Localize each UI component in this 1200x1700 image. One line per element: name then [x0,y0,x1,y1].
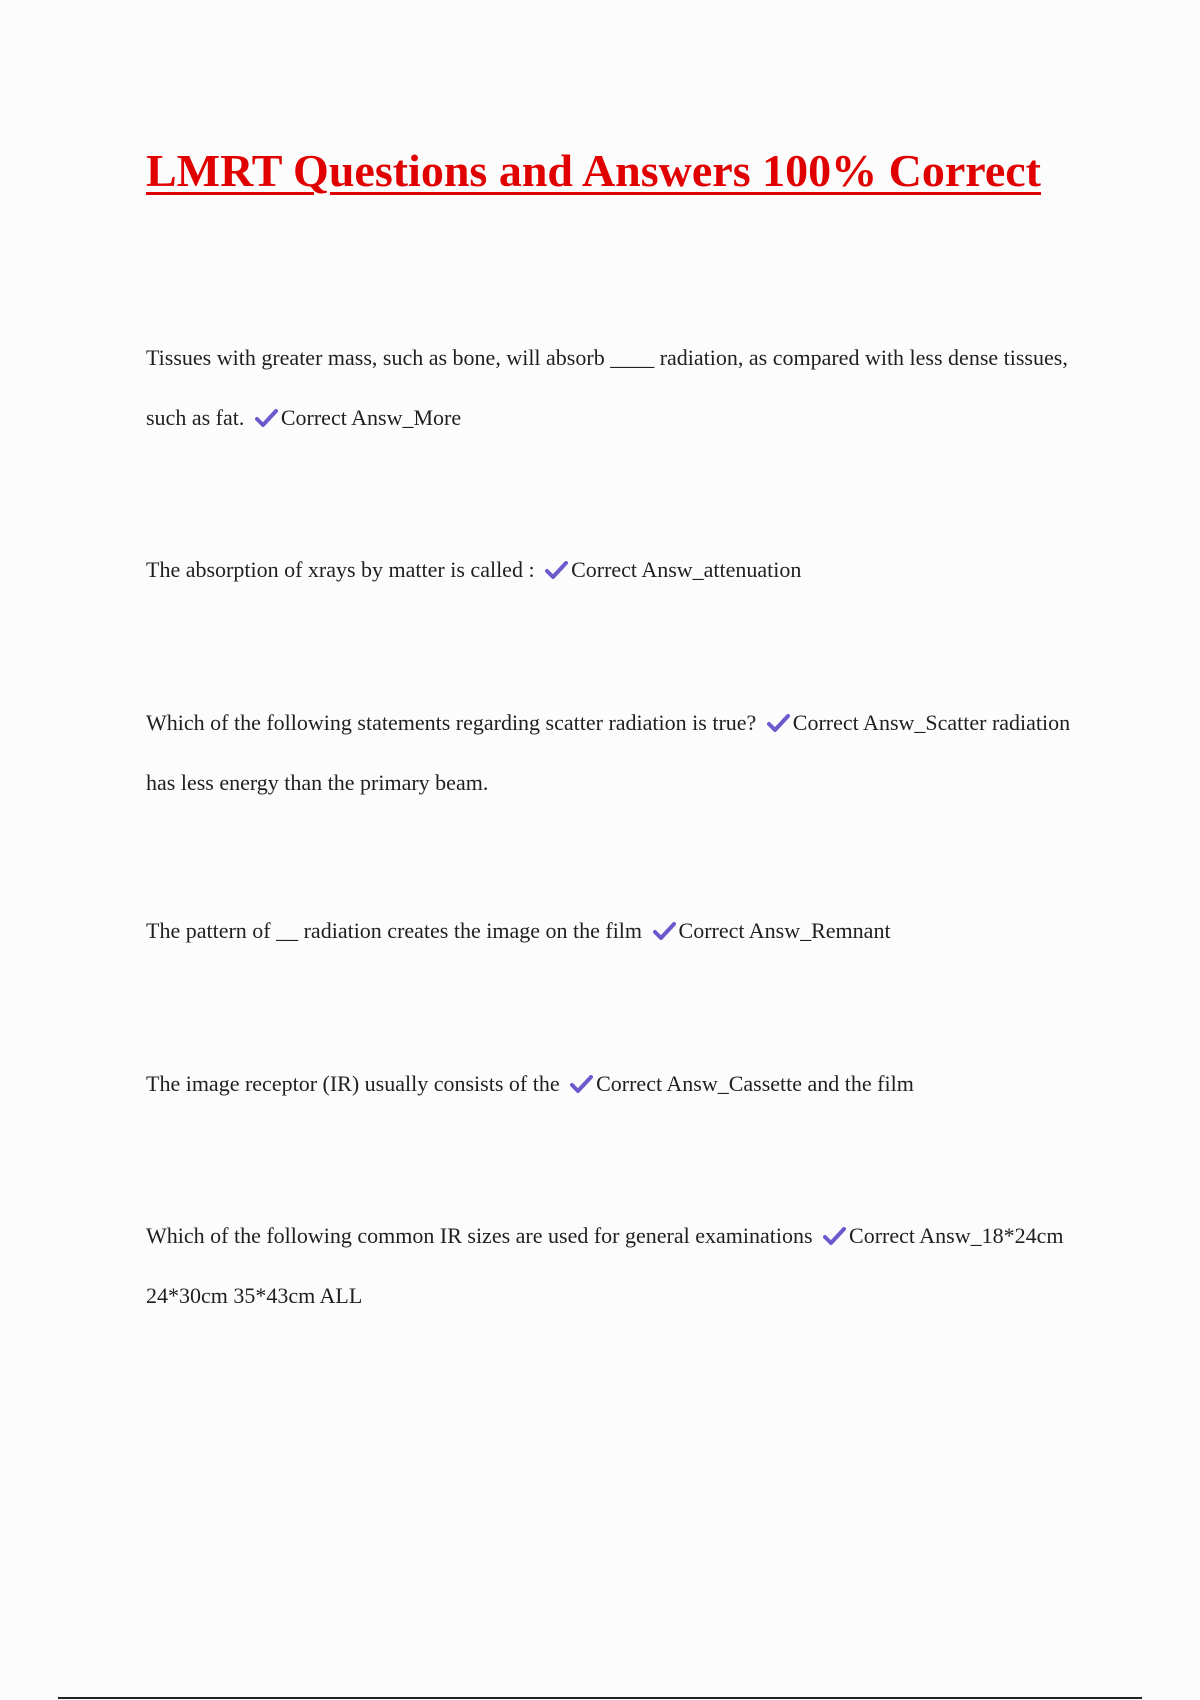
check-mark-icon [653,922,676,940]
answer-text: Correct Answ_attenuation [571,557,802,582]
answer-text: Correct Answ_More [280,405,462,430]
answer-text: Correct Answ_Scatter radiation has less energy than the primary beam. [146,710,1071,795]
question-text: Which of the following common IR sizes are used for general examinations [146,1223,813,1248]
document-title: LMRT Questions and Answers 100% Correct [146,145,1041,196]
answer-text: Correct Answ_Cassette and the film [596,1071,914,1096]
check-mark-icon [255,409,278,427]
question-text: The image receptor (IR) usually consists of the [146,1071,560,1096]
question-text: Which of the following statements regarding scatter radiation is true? [146,710,757,735]
answer-text: Correct Answ_18*24cm 24*30cm 35*43cm ALL [146,1223,1064,1308]
qa-item-5 [146,1054,1096,1114]
qa-item-1 [146,328,1096,448]
qa-item-2 [146,540,1096,600]
question-text: The absorption of xrays by matter is called : [146,557,535,582]
check-mark-icon [767,714,790,732]
qa-item-6 [146,1206,1096,1326]
check-mark-icon [570,1075,593,1093]
footer-divider [58,1697,1142,1699]
answer-text: Correct Answ_Remnant [678,918,891,943]
check-mark-icon [823,1227,846,1245]
check-mark-icon [545,561,568,579]
question-text: The pattern of __ radiation creates the image on the film [146,918,643,943]
qa-item-4 [146,901,1096,961]
question-text: Tissues with greater mass, such as bone, will absorb ____ radiation, as compared with less dense tissues, such as fat. [146,345,1068,430]
qa-item-3 [146,693,1096,813]
